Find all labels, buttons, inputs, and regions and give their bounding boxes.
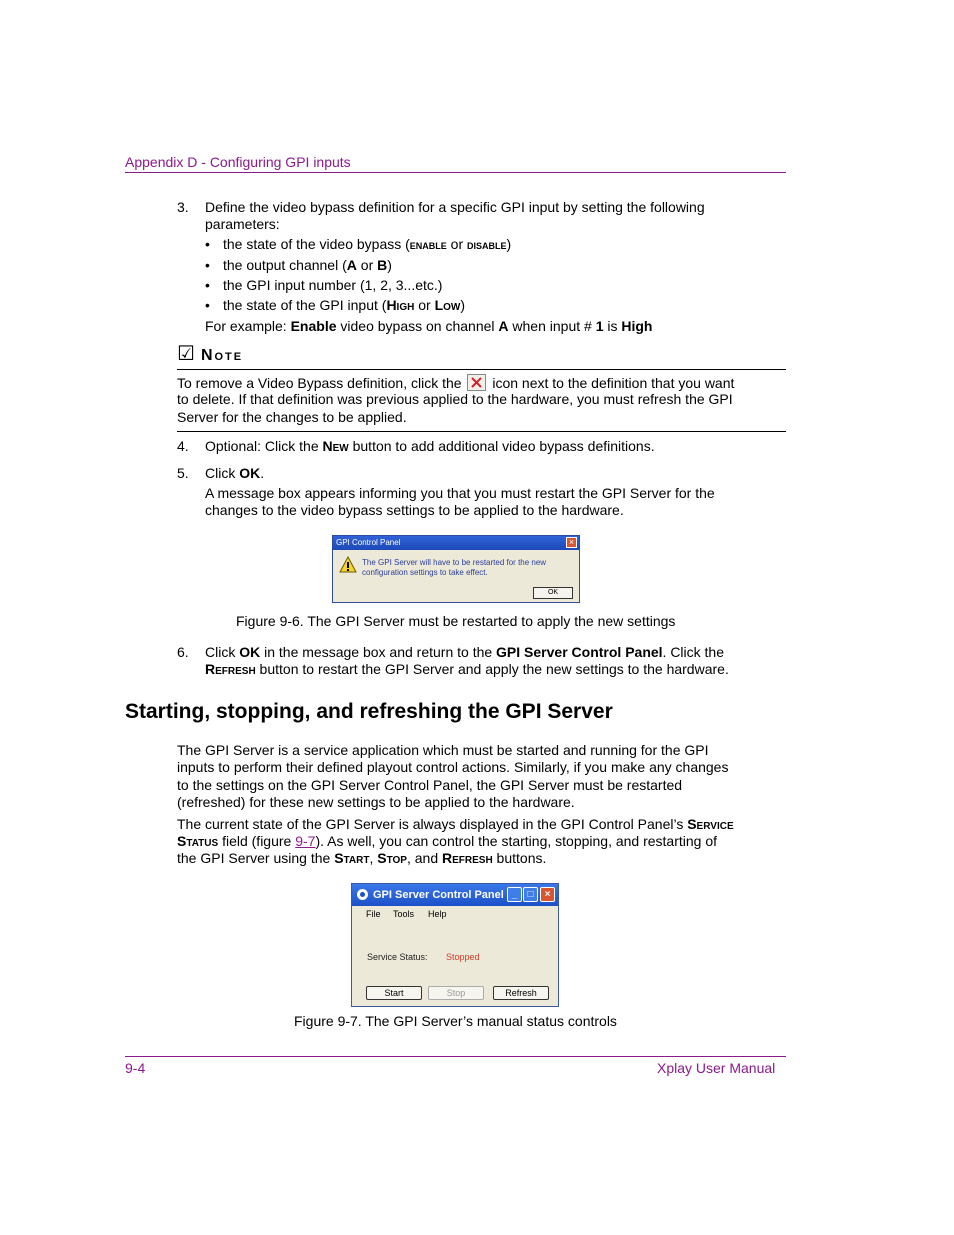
menu-help[interactable]: Help (428, 909, 447, 919)
menu-file[interactable]: File (366, 909, 381, 919)
bullet-item: • the GPI input number (1, 2, 3...etc.) (205, 277, 443, 293)
step-number: 5. (177, 465, 189, 481)
step-text: Refresh button to restart the GPI Server and apply the new settings to the hardware. (205, 661, 729, 677)
step-text: Optional: Click the New button to add additional video bypass definitions. (205, 438, 655, 454)
window-titlebar: GPI Server Control Panel _ □ × (352, 884, 558, 906)
step-text: Click OK in the message box and return to the GPI Server Control Panel. Click the (205, 644, 725, 660)
note-bottom-rule (177, 431, 786, 432)
stop-button[interactable]: Stop (428, 986, 484, 1000)
note-text: Server for the changes to be applied. (177, 409, 407, 425)
menu-tools[interactable]: Tools (393, 909, 415, 919)
running-header: Appendix D - Configuring GPI inputs (125, 154, 351, 170)
close-icon[interactable]: × (566, 537, 577, 548)
message-box-titlebar: GPI Control Panel × (333, 536, 579, 550)
paragraph-line: inputs to perform their defined playout control actions. Similarly, if you make any changes (177, 759, 729, 775)
note-top-rule (177, 369, 786, 370)
step-text: parameters: (205, 216, 280, 232)
figure-caption: Figure 9-6. The GPI Server must be restarted to apply the new settings (236, 613, 676, 629)
paragraph-line: Status field (figure 9-7). As well, you can control the starting, stopping, and restarting of (177, 833, 718, 849)
step-number: 6. (177, 644, 189, 660)
paragraph-line: to the settings on the GPI Server Control Panel, the GPI Server must be restarted (177, 777, 683, 793)
service-status-label: Service Status: (367, 952, 428, 962)
checkbox-checked-icon: ☑ (177, 343, 197, 365)
paragraph-line: The current state of the GPI Server is always displayed in the GPI Control Panel’s Service (177, 816, 734, 832)
bullet-item: • the state of the GPI input (High or Low) (205, 297, 466, 313)
warning-icon (339, 556, 357, 573)
note-heading: ☑ Note (177, 343, 244, 365)
section-heading: Starting, stopping, and refreshing the GPI Server (125, 700, 613, 723)
page-number: 9-4 (125, 1060, 146, 1076)
step-text: Define the video bypass definition for a specific GPI input by setting the following (205, 199, 705, 215)
app-icon (357, 889, 368, 900)
close-icon[interactable]: × (540, 887, 555, 902)
step-number: 3. (177, 199, 189, 215)
footer-rule (125, 1056, 786, 1057)
note-text: to delete. If that definition was previous applied to the hardware, you must refresh the GPI (177, 391, 733, 407)
step-text: Click OK. (205, 465, 265, 481)
figure-link[interactable]: 9-7 (295, 833, 316, 849)
step-text: A message box appears informing you that you must restart the GPI Server for the (205, 485, 715, 501)
step-number: 4. (177, 438, 189, 454)
paragraph-line: the GPI Server using the Start, Stop, and Refresh buttons. (177, 850, 547, 866)
maximize-icon[interactable]: □ (523, 887, 538, 902)
footer-title: Xplay User Manual (657, 1060, 776, 1076)
ok-button[interactable]: OK (533, 587, 573, 599)
service-status-value: Stopped (446, 952, 480, 962)
refresh-button[interactable]: Refresh (493, 986, 549, 1000)
header-rule (125, 172, 786, 173)
bullet-item: • the state of the video bypass (enable or disable) (205, 236, 512, 252)
gpi-control-panel-message-box (332, 535, 580, 603)
start-button[interactable]: Start (366, 986, 422, 1000)
gpi-server-control-panel-window (351, 883, 559, 1007)
menu-bar (352, 906, 558, 922)
minimize-icon[interactable]: _ (507, 887, 522, 902)
note-text: To remove a Video Bypass definition, click the icon next to the definition that you want (177, 375, 735, 391)
paragraph-line: (refreshed) for these new settings to be applied to the hardware. (177, 794, 575, 810)
figure-caption: Figure 9-7. The GPI Server’s manual status controls (294, 1013, 617, 1029)
step-text: changes to the video bypass settings to be applied to the hardware. (205, 502, 624, 518)
delete-x-icon (467, 374, 486, 391)
message-text: The GPI Server will have to be restarted for the new configuration settings to take effect. (362, 558, 547, 577)
bullet-item: • the output channel (A or B) (205, 257, 392, 273)
example-text: For example: Enable video bypass on channel A when input # 1 is High (205, 318, 653, 334)
paragraph-line: The GPI Server is a service application which must be started and running for the GPI (177, 742, 709, 758)
